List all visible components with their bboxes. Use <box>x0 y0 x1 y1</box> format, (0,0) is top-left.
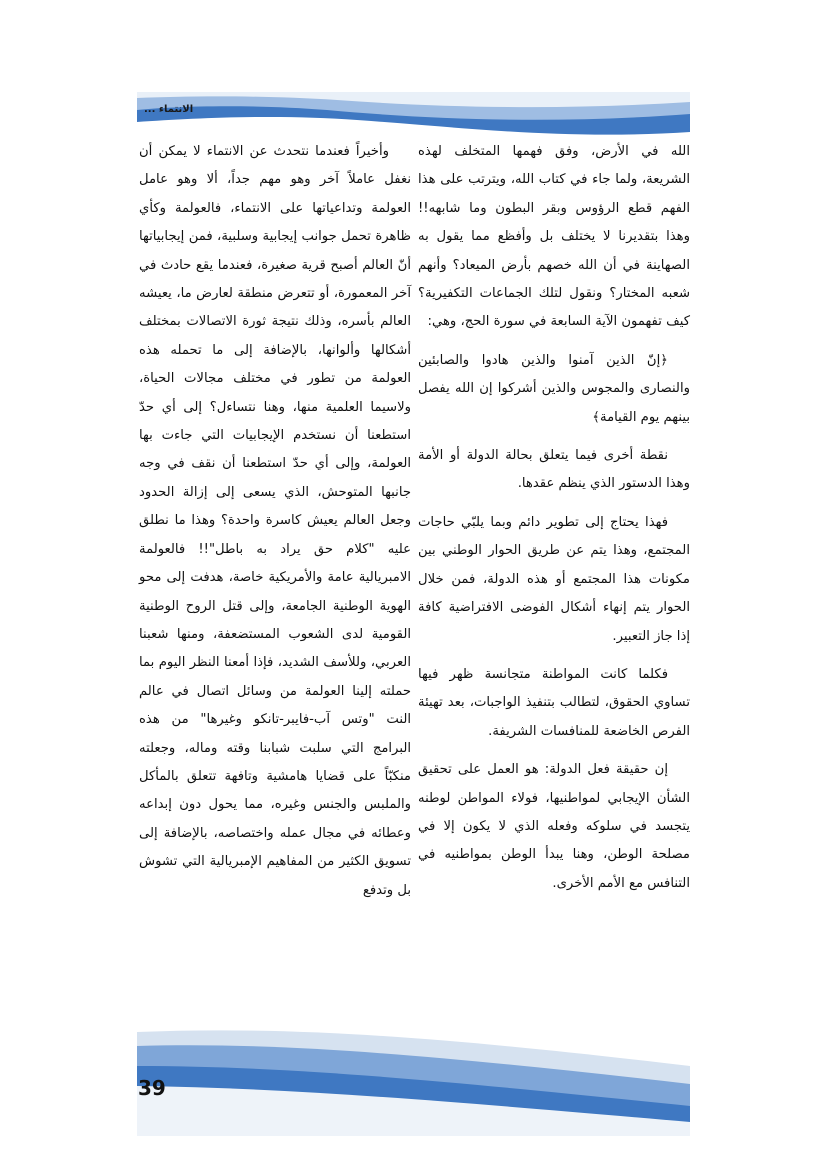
header-wave-band <box>137 80 690 140</box>
paragraph: فكلما كانت المواطنة متجانسة ظهر فيها تساوي الحقوق، لتطالب بتنفيذ الواجبات، بعد تهيئة الفرص الخاضعة للمنافسات الشريفة. <box>418 666 690 739</box>
text-column-left <box>139 138 411 905</box>
page-number: 39 <box>138 1076 166 1100</box>
paragraph: فهذا يحتاج إلى تطوير دائم وبما يلبّي حاجات المجتمع، وهذا يتم عن طريق الحوار الوطني بين مكونات هذا المجتمع أو هذه الدولة، فمن خلال الحوار يتم إنهاء أشكال الفوضى الافتراضية كافة إذا جاز التعبير. <box>418 514 690 644</box>
quran-verse: ﴿إنّ الذين آمنوا والذين هادوا والصابئين والنصارى والمجوس والذين أشركوا إن الله يفصل بينهم يوم القيامة﴾ <box>418 352 690 425</box>
running-header-title: الانتماء ... <box>144 104 194 115</box>
footer-wave-band <box>137 1026 690 1136</box>
paragraph: إن حقيقة فعل الدولة: هو العمل على تحقيق الشأن الإيجابي لمواطنيها، فولاء المواطن لوطنه يتجسد في سلوكه وفعله الذي لا يكون إلا في مصلحة الوطن، وهنا يبدأ الوطن بمواطنيه في التنافس مع الأمم الأخرى. <box>418 762 690 891</box>
paragraph: نقطة أخرى فيما يتعلق بحالة الدولة أو الأمة وهذا الدستور الذي ينظم عقدها. <box>418 448 690 492</box>
text-column-right <box>418 138 690 898</box>
paragraph: وأخيراً فعندما نتحدث عن الانتماء لا يمكن أن نغفل عاملاً آخر وهو مهم جداً، ألا وهو عامل العولمة وتداعياتها على الانتماء، فالعولمة وكأي ظاهرة تحمل جوانب إيجابية وسلبية، فمن إيجابياتها أنّ العالم أصبح قرية صغيرة، فعندما يقع حادث في آخر المعمورة، أو تتعرض منطقة لعارض ما، يعيشه العالم بأسره، وذلك نتيجة ثورة الاتصالات بمختلف أشكالها وألوانها، بالإضافة إلى ما تحمله هذه العولمة من تطور في مختلف مجالات الحياة، ولاسيما العلمية منها، وهنا نتساءل؟ إلى أي حدّ استطعنا أن نستخدم الإيجابيات التي جاءت بها العولمة، وإلى أي حدّ استطعنا أن نقف في وجه جانبها المتوحش، الذي يسعى إلى إزالة الحدود وجعل العالم يعيش كاسرة واحدة؟ وهذا ما نطلق عليه "كلام حق يراد به باطل"!! فالعولمة الامبريالية عامة والأمريكية خاصة، هدفت إلى محو الهوية الوطنية الجامعة، وإلى قتل الروح الوطنية القومية لدى الشعوب المستضعفة، ومنها شعبنا العربي، وللأسف الشديد، فإذا أمعنا النظر اليوم بما حملته إلينا العولمة من وسائل اتصال في عالم النت "وتس آب-فايبر-تانكو وغيرها" من هذه البرامج التي سلبت شبابنا وقته وماله، وجعلته منكبّاً على قضايا هامشية وتافهة تتعلق بالمأكل والملبس والجنس وغيره، مما يحول دون إبداعه وعطائه في مجال عمله واختصاصه، بالإضافة إلى تسويق الكثير من المفاهيم الإمبريالية التي تشوش بل وتدفع <box>139 144 411 898</box>
paragraph: الله في الأرض، وفق فهمها المتخلف لهذه الشريعة، ولما جاء في كتاب الله، ويترتب على هذا الفهم قطع الرؤوس وبقر البطون وما شابهه!! وهذا بتقديرنا لا يختلف بل وأفظع مما يقول به الصهاينة في أن الله خصهم بأرض الميعاد؟ وأنهم شعبه المختار؟ ونقول لتلك الجماعات التكفيرية؟ كيف تفهمون الآية السابعة في سورة الحج، وهي: <box>418 144 690 330</box>
